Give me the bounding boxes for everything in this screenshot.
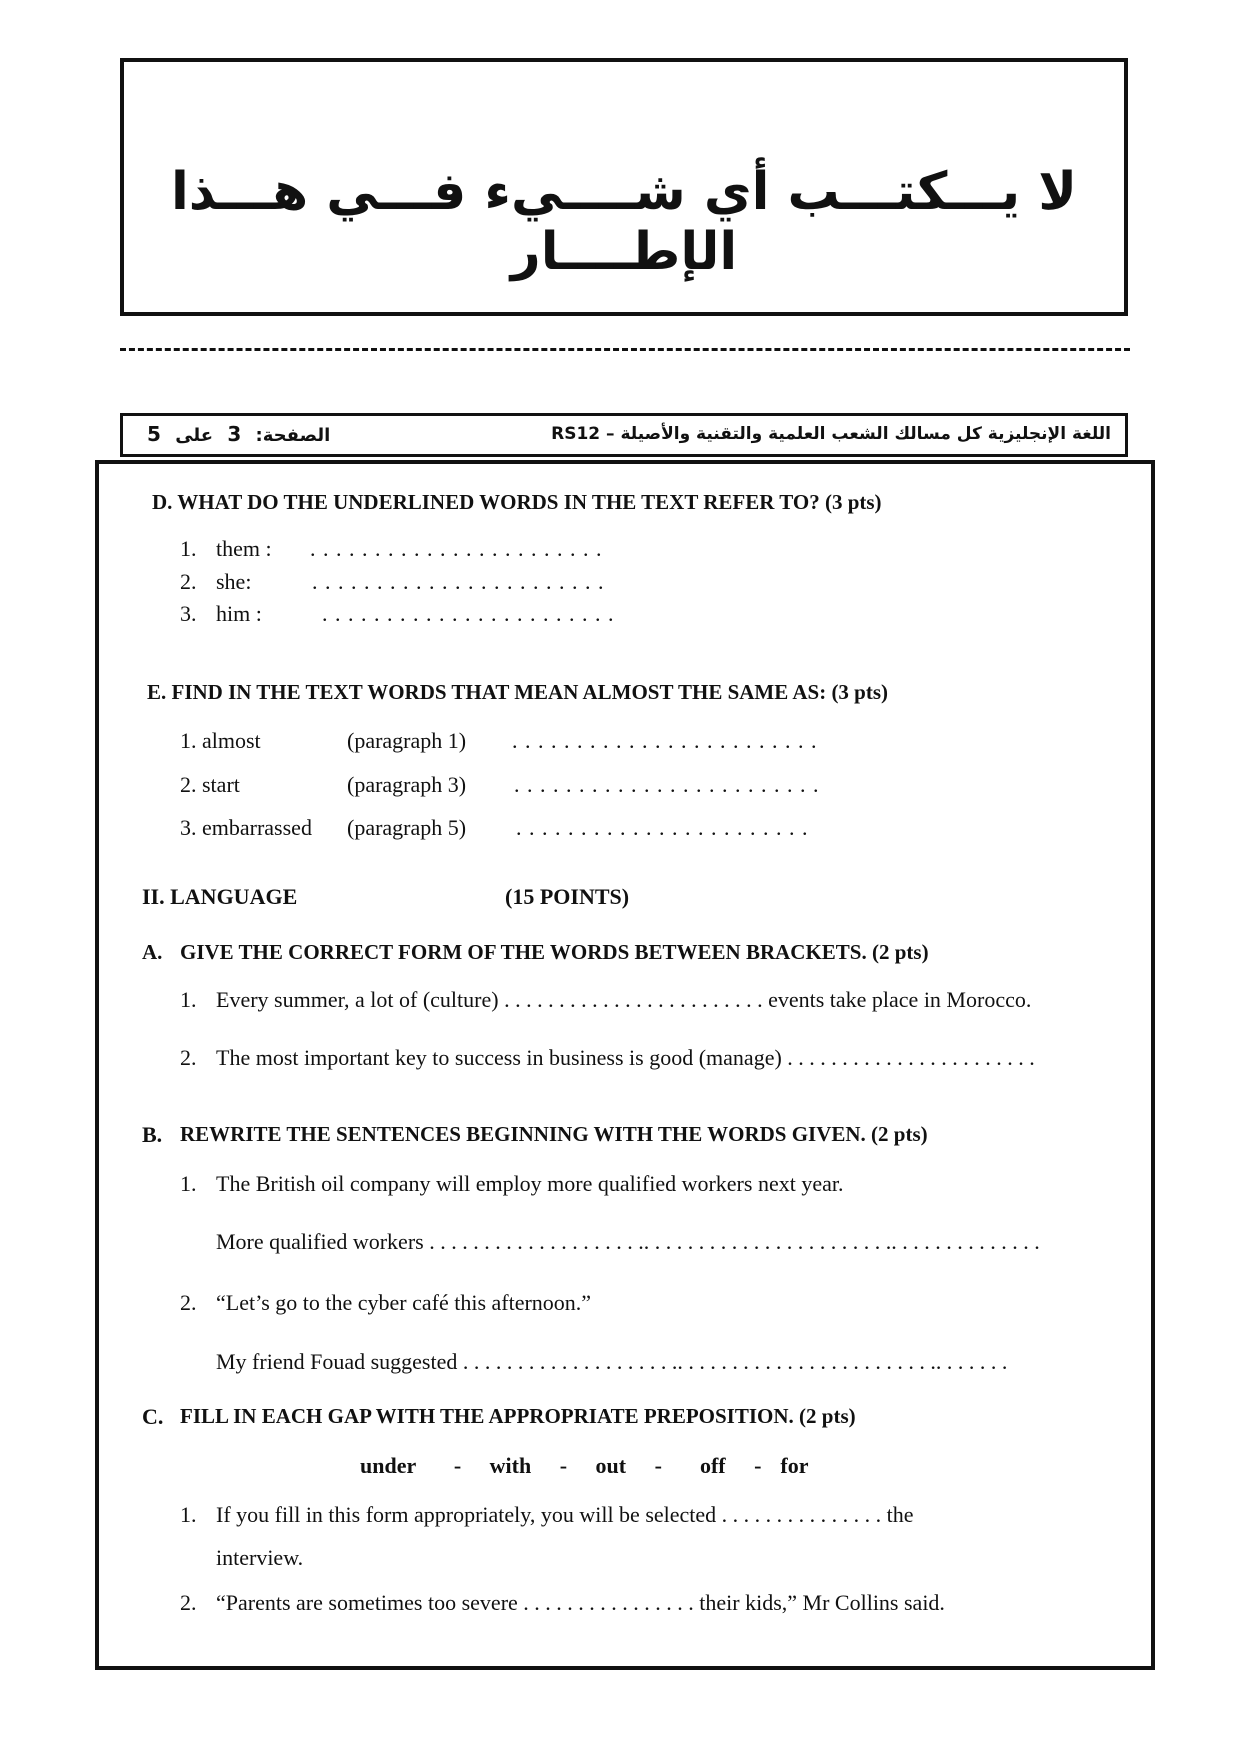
- section-b-answer-2: My friend Fouad suggested . . . . . . . . . . . . . . . . . . . .. . . . . . . . . . . . . . . . . . . . . . . .. . . . . . .: [216, 1349, 1008, 1374]
- section-d-answer-1: . . . . . . . . . . . . . . . . . . . . . . .: [310, 536, 603, 561]
- section-b-sentence-1: The British oil company will employ more qualified workers next year.: [216, 1171, 844, 1196]
- section-a-num-2: 2.: [180, 1045, 197, 1070]
- of-label: على: [175, 425, 214, 446]
- do-not-write-frame: [120, 58, 1128, 316]
- section-c-num-1: 1.: [180, 1502, 197, 1527]
- preposition-options: under - with - out - off - for: [360, 1453, 809, 1478]
- section-d-word-3: him :: [216, 601, 262, 626]
- section-d-word-1: them :: [216, 536, 272, 561]
- section-d-num-1: 1.: [180, 536, 197, 561]
- section-c-item-1-line-1: If you fill in this form appropriately, you will be selected . . . . . . . . . . . . . . . the: [216, 1502, 914, 1527]
- section-e-word-2: 2. start: [180, 772, 240, 797]
- section-e-title: E. FIND IN THE TEXT WORDS THAT MEAN ALMOST THE SAME AS: (3 pts): [147, 680, 889, 704]
- section-b-letter: B.: [142, 1122, 163, 1147]
- section-e-answer-2: . . . . . . . . . . . . . . . . . . . . . . . .: [514, 772, 820, 797]
- section-e-word-1: 1. almost: [180, 728, 261, 753]
- section-b-sentence-2: “Let’s go to the cyber café this afternoon.”: [216, 1290, 592, 1315]
- section-a-item-2: The most important key to success in business is good (manage) . . . . . . . . . . . . . . . . . . . . . . .: [216, 1045, 1035, 1070]
- section-d-title: D. WHAT DO THE UNDERLINED WORDS IN THE TEXT REFER TO? (3 pts): [152, 490, 882, 514]
- section-e-word-3: 3. embarrassed: [180, 815, 312, 840]
- section-e-answer-1: . . . . . . . . . . . . . . . . . . . . . . . .: [512, 728, 818, 753]
- section-e-para-1: (paragraph 1): [347, 728, 467, 753]
- section-e-para-3: (paragraph 5): [347, 815, 467, 840]
- section-d-answer-3: . . . . . . . . . . . . . . . . . . . . . . .: [322, 601, 615, 626]
- section-b-num-2: 2.: [180, 1290, 197, 1315]
- section-d-answer-2: . . . . . . . . . . . . . . . . . . . . . . .: [312, 569, 605, 594]
- language-title: II. LANGUAGE: [142, 884, 298, 909]
- total-pages: 5: [147, 422, 161, 446]
- section-a-title: GIVE THE CORRECT FORM OF THE WORDS BETWEEN BRACKETS. (2 pts): [180, 940, 929, 964]
- section-a-num-1: 1.: [180, 987, 197, 1012]
- section-c-num-2: 2.: [180, 1590, 197, 1615]
- section-b-title: REWRITE THE SENTENCES BEGINNING WITH THE WORDS GIVEN. (2 pts): [180, 1122, 928, 1146]
- section-c-title: FILL IN EACH GAP WITH THE APPROPRIATE PREPOSITION. (2 pts): [180, 1404, 856, 1428]
- section-d-num-2: 2.: [180, 569, 197, 594]
- section-d-num-3: 3.: [180, 601, 197, 626]
- section-e-answer-3: . . . . . . . . . . . . . . . . . . . . . . .: [516, 815, 809, 840]
- page-label: الصفحة:: [255, 425, 331, 446]
- section-a-letter: A.: [142, 940, 163, 964]
- section-e-para-2: (paragraph 3): [347, 772, 467, 797]
- do-not-write-notice: لا يـــكتـــب أي شــــيء فـــي هـــذا الإطــــار: [170, 162, 1078, 282]
- exam-header: [120, 413, 1128, 457]
- section-c-item-2-line-1: “Parents are sometimes too severe . . . . . . . . . . . . . . . . their kids,” Mr Collins said.: [216, 1590, 945, 1615]
- section-c-item-1-line-2: interview.: [216, 1545, 304, 1570]
- section-b-answer-1: More qualified workers . . . . . . . . . . . . . . . . . . . .. . . . . . . . . . . . . . . . . . . . . . .. . . . . . . . . . . . . .: [216, 1229, 1040, 1254]
- section-a-item-1: Every summer, a lot of (culture) . . . . . . . . . . . . . . . . . . . . . . . . events take place in Morocco.: [216, 987, 1032, 1012]
- page-indicator: [139, 422, 330, 446]
- section-d-word-2: she:: [216, 569, 252, 594]
- language-points: (15 POINTS): [505, 884, 630, 909]
- cut-line: [120, 348, 1130, 351]
- exam-subject: اللغة الإنجليزية كل مسالك الشعب العلمية والتقنية والأصيلة – RS12: [551, 424, 1111, 444]
- section-c-letter: C.: [142, 1404, 164, 1429]
- section-b-num-1: 1.: [180, 1171, 197, 1196]
- page-number: 3: [227, 422, 242, 446]
